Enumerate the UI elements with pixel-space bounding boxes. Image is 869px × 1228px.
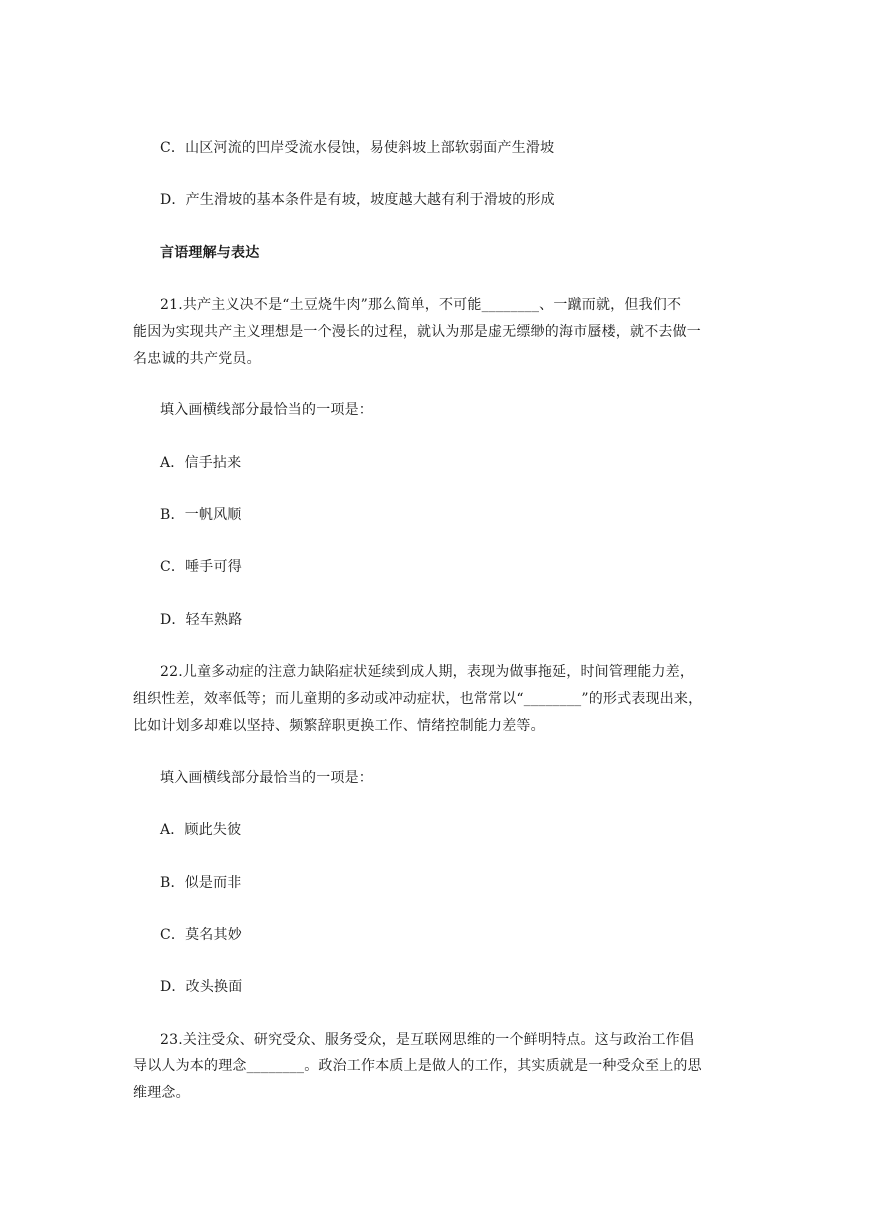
q21-option-c: C．唾手可得 bbox=[160, 559, 242, 575]
q22-stem-line-3: 比如计划多却难以坚持、频繁辞职更换工作、情绪控制能力差等。 bbox=[133, 718, 545, 734]
q23-stem-line-1: 23.关注受众、研究受众、服务受众，是互联网思维的一个鲜明特点。这与政治工作倡 bbox=[160, 1032, 695, 1048]
q21-option-d: D．轻车熟路 bbox=[160, 612, 243, 628]
q22-prompt: 填入画横线部分最恰当的一项是： bbox=[160, 770, 373, 786]
previous-option-c: C．山区河流的凹岸受流水侵蚀，易使斜坡上部软弱面产生滑坡 bbox=[160, 140, 555, 156]
q22-stem-line-2: 组织性差，效率低等；而儿童期的多动或冲动症状，也常常以“________”的形式表现出来， bbox=[133, 691, 703, 707]
q22-option-a: A．顾此失彼 bbox=[160, 822, 242, 838]
section-heading: 言语理解与表达 bbox=[160, 245, 260, 261]
previous-option-d: D．产生滑坡的基本条件是有坡，坡度越大越有利于滑坡的形成 bbox=[160, 192, 555, 208]
q21-stem-line-1: 21.共产主义决不是“土豆烧牛肉”那么简单，不可能________、一蹴而就，但我们不 bbox=[160, 297, 682, 313]
q22-option-d: D．改头换面 bbox=[160, 979, 243, 995]
q23-stem-line-3: 维理念。 bbox=[133, 1085, 190, 1101]
q21-stem-line-3: 名忠诚的共产党员。 bbox=[133, 351, 261, 367]
q22-option-b: B．似是而非 bbox=[160, 875, 242, 891]
q21-option-b: B．一帆风顺 bbox=[160, 507, 242, 523]
q23-stem-line-2: 导以人为本的理念________。政治工作本质上是做人的工作，其实质就是一种受众至上的思 bbox=[133, 1058, 702, 1074]
q21-option-a: A．信手拈来 bbox=[160, 455, 242, 471]
q21-stem-line-2: 能因为实现共产主义理想是一个漫长的过程，就认为那是虚无缥缈的海市蜃楼，就不去做一 bbox=[133, 324, 701, 340]
q22-stem-line-1: 22.儿童多动症的注意力缺陷症状延续到成人期，表现为做事拖延，时间管理能力差， bbox=[160, 664, 695, 680]
q21-prompt: 填入画横线部分最恰当的一项是： bbox=[160, 402, 373, 418]
q22-option-c: C．莫名其妙 bbox=[160, 927, 242, 943]
